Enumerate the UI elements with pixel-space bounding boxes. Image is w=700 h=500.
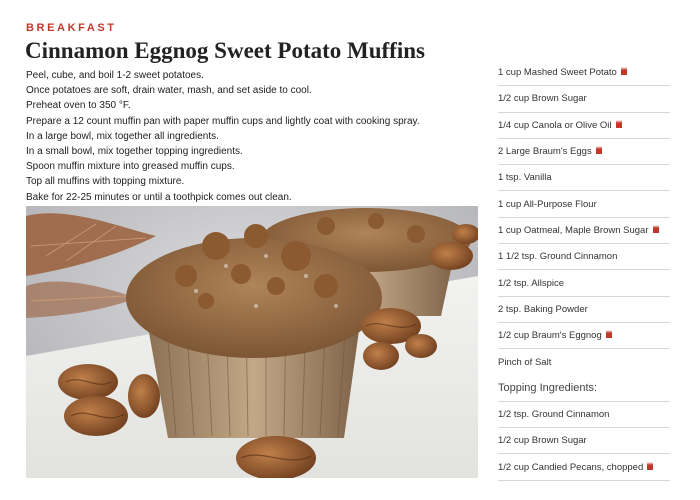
ingredient-text: 1/2 cup Candied Pecans, chopped — [498, 461, 644, 473]
ingredient-text: 1 tsp. Vanilla — [498, 172, 552, 184]
ingredients-list — [498, 60, 670, 481]
instruction-step: Peel, cube, and boil 1-2 sweet potatoes. — [26, 70, 204, 81]
ingredient-text: 1/2 tsp. Ground Cinnamon — [498, 409, 610, 420]
instruction-step: Preheat oven to 350 °F. — [26, 100, 131, 112]
instruction-step: Top all muffins with topping mixture. — [26, 176, 185, 188]
ingredient-item — [498, 139, 670, 165]
topping-header — [498, 376, 670, 402]
ingredient-item — [498, 191, 670, 217]
ingredient-item — [498, 297, 670, 323]
instructions-list — [26, 68, 476, 205]
instruction-step: Once potatoes are soft, drain water, mash, and set aside to cool. — [26, 85, 312, 97]
braums-logo-icon — [620, 66, 628, 79]
recipe-title: Cinnamon Eggnog Sweet Potato Muffins — [25, 38, 425, 63]
ingredient-text: 1 cup Mashed Sweet Potato — [498, 67, 617, 79]
instruction-step: Prepare a 12 count muffin pan with paper muffin cups and lightly coat with cooking spray. — [26, 115, 420, 127]
ingredient-item — [498, 218, 670, 244]
ingredient-text: 1 cup All-Purpose Flour — [498, 198, 597, 210]
ingredient-item — [498, 349, 670, 375]
muffin-photo — [26, 206, 478, 478]
ingredient-item — [498, 60, 670, 86]
ingredient-item — [498, 323, 670, 349]
braums-logo-icon — [652, 224, 660, 237]
ingredient-item — [498, 244, 670, 270]
ingredient-item — [498, 113, 670, 139]
ingredient-text: Topping Ingredients: — [498, 382, 598, 395]
ingredient-text: 1/2 cup Braum's Eggnog — [498, 330, 602, 342]
ingredient-item — [498, 165, 670, 191]
ingredient-item — [498, 428, 670, 454]
ingredient-item — [498, 86, 670, 112]
ingredient-text: 1/4 cup Canola or Olive Oil — [498, 119, 612, 131]
ingredient-text: 1/2 cup Brown Sugar — [498, 93, 587, 105]
ingredient-text: 1/2 cup Brown Sugar — [498, 435, 587, 447]
recipe-category: BREAKFAST — [26, 22, 117, 34]
instruction-step: In a large bowl, mix together all ingredients. — [26, 130, 219, 142]
ingredient-text: 1 cup Oatmeal, Maple Brown Sugar — [498, 224, 649, 236]
ingredient-item — [498, 270, 670, 296]
instruction-step: Spoon muffin mixture into greased muffin cups. — [26, 161, 235, 173]
braums-logo-icon — [646, 461, 654, 474]
braums-logo-icon — [595, 145, 603, 158]
ingredient-text: 1/2 tsp. Allspice — [498, 277, 565, 289]
braums-logo-icon — [605, 329, 613, 342]
ingredient-item — [498, 402, 670, 428]
ingredient-text: 2 Large Braum's Eggs — [498, 146, 592, 158]
ingredient-item — [498, 454, 670, 480]
instruction-step: In a small bowl, mix together topping ingredients. — [26, 146, 243, 158]
braums-logo-icon — [615, 119, 623, 132]
ingredient-text: 1 1/2 tsp. Ground Cinnamon — [498, 251, 618, 263]
instruction-step: Bake for 22-25 minutes or until a toothpick comes out clean. — [26, 191, 292, 203]
ingredient-text: Pinch of Salt — [498, 356, 552, 368]
ingredient-text: 2 tsp. Baking Powder — [498, 303, 588, 315]
